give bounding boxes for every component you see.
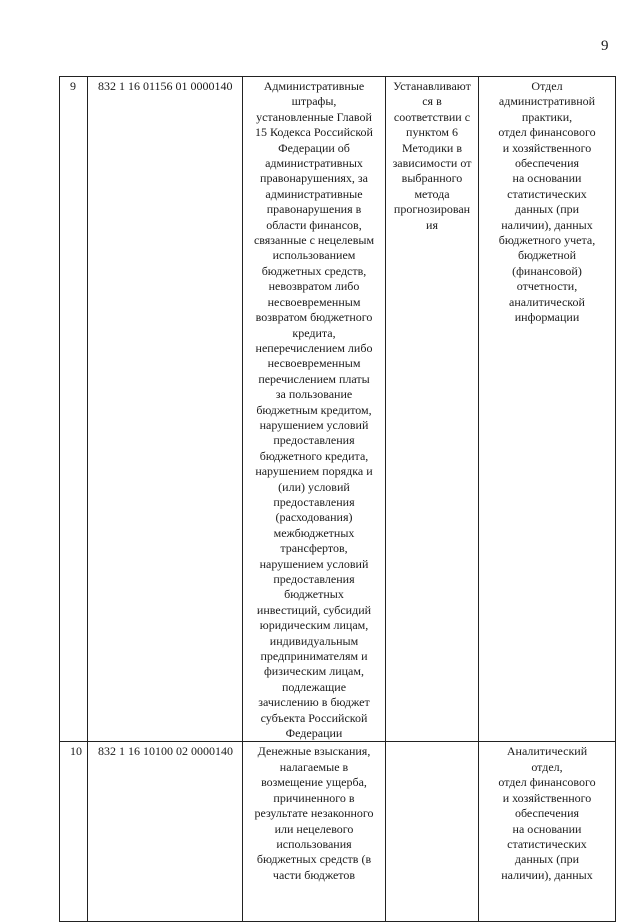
cell-text-line: отчетности, <box>516 279 578 294</box>
cell-text-line: бюджетных <box>284 587 344 602</box>
cell-text-line: отдел финансового <box>498 125 596 140</box>
cell-text-line: или нецелевого <box>274 821 354 836</box>
cell-text-line: зависимости от <box>392 156 472 171</box>
cell-text-line: зачислению в бюджет <box>258 695 370 710</box>
cell-text-line: Административные <box>263 79 365 93</box>
cell-text-line: соответствии с <box>393 109 471 124</box>
cell-text-line: Федерации <box>285 726 343 741</box>
cell-text-line: наличии), данных <box>501 217 593 232</box>
cell-text-line: возвратом бюджетного <box>255 310 373 325</box>
cell-text-line: предоставления <box>273 572 355 586</box>
cell-text-line: Отдел <box>531 79 563 93</box>
cell-text-line: (финансовой) <box>512 263 582 278</box>
cell-text-line: перечислением платы <box>258 371 370 386</box>
cell-text-line: за пользование <box>275 387 353 402</box>
cell-text-line: области финансов, <box>266 217 362 232</box>
cell-text-line: бюджетного кредита, <box>259 448 369 463</box>
cell-text-line: обеспечения <box>514 806 580 821</box>
cell-text-line: наличии), данных <box>501 867 593 882</box>
cell-text-line: правонарушения в <box>266 202 362 217</box>
cell-text-line: информации <box>514 310 580 325</box>
cell-text-line: Денежные взыскания, <box>257 744 371 759</box>
cell-text-line: неперечислением либо <box>255 340 373 355</box>
cell-text-line: кредита, <box>292 325 336 340</box>
cell-text-line: бюджетной <box>517 248 577 263</box>
row-number-cell: 9 <box>60 77 88 742</box>
cell-text-line: выбранного <box>401 171 463 186</box>
cell-text-line: невозвратом либо <box>268 279 360 294</box>
responsible-unit-cell <box>479 77 616 742</box>
cell-text-line: на основании <box>512 171 582 186</box>
cell-text-line: ия <box>426 217 438 232</box>
cell-text-line: Устанавливают <box>393 79 471 93</box>
budget-code-cell: 832 1 16 01156 01 0000140 <box>88 77 243 742</box>
cell-text-line: Аналитический <box>506 744 588 759</box>
cell-text-line: отдел, <box>531 759 563 774</box>
row-number-cell: 10 <box>60 742 88 922</box>
cell-text-line: (или) условий <box>278 479 350 494</box>
cell-text-line: обеспечения <box>514 156 580 171</box>
cell-text-line: части бюджетов <box>272 867 356 882</box>
cell-text-line: Федерации об <box>278 140 350 155</box>
cell-text-line: прогнозирован <box>393 202 471 217</box>
cell-text-line: правонарушениях, за <box>260 171 368 186</box>
calculation-method-cell <box>386 77 479 742</box>
cell-text-line: нарушением условий <box>259 556 369 571</box>
cell-text-line: бюджетных средств (в <box>256 852 372 867</box>
cell-text-line: налагаемые в <box>279 759 349 774</box>
cell-text-line: (расходования) <box>275 510 353 525</box>
cell-text-line: предоставления <box>273 433 355 448</box>
cell-text-line: использованием <box>272 248 356 263</box>
cell-text-line: административных <box>265 156 363 171</box>
cell-text-line: данных (при <box>514 852 580 867</box>
cell-text-line: отдел финансового <box>498 775 596 790</box>
income-name-cell <box>243 742 386 922</box>
cell-text-line: административные <box>265 186 363 201</box>
cell-text-line: трансфертов, <box>280 541 348 556</box>
cell-text-line: предоставления <box>273 494 355 509</box>
cell-text-line: ся в <box>422 94 442 109</box>
cell-text-line: связанные с нецелевым <box>253 233 375 248</box>
cell-text-line: физическим лицам, <box>264 664 364 679</box>
cell-text-line: возмещение ущерба, <box>261 775 367 790</box>
cell-text-line: несвоевременным <box>267 294 361 309</box>
cell-text-line: и хозяйственного <box>502 790 592 805</box>
cell-text-line: нарушением порядка и <box>255 464 373 479</box>
calculation-method-cell <box>386 742 479 922</box>
cell-text-line: бюджетных средств, <box>261 263 367 278</box>
cell-text-line: и хозяйственного <box>502 140 592 155</box>
income-forecast-table <box>59 76 616 922</box>
cell-text-line: межбюджетных <box>273 525 355 540</box>
table-row <box>60 77 616 742</box>
cell-text-line: несвоевременным <box>267 356 361 371</box>
cell-text-line: использования <box>276 836 352 851</box>
cell-text-line: установленные Главой <box>256 109 372 124</box>
cell-text-line: статистических <box>507 836 587 851</box>
responsible-unit-cell <box>479 742 616 922</box>
cell-text-line: аналитической <box>509 294 585 309</box>
cell-text-line: подлежащие <box>281 679 347 694</box>
income-name-cell <box>243 77 386 742</box>
budget-code-cell: 832 1 16 10100 02 0000140 <box>88 742 243 922</box>
cell-text-line: инвестиций, субсидий <box>256 602 372 617</box>
table-row <box>60 742 616 922</box>
cell-text-line: индивидуальным <box>269 633 359 648</box>
cell-text-line: данных (при <box>514 202 580 217</box>
cell-text-line: штрафы, <box>291 94 337 109</box>
page-number: 9 <box>601 38 609 54</box>
cell-text-line: статистических <box>507 186 587 201</box>
cell-text-line: метода <box>414 186 450 201</box>
cell-text-line: результате незаконного <box>254 806 374 821</box>
cell-text-line: 15 Кодекса Российской <box>255 125 373 140</box>
cell-text-line: практики, <box>521 109 573 124</box>
cell-text-line: на основании <box>512 821 582 836</box>
cell-text-line: предпринимателям и <box>260 649 368 664</box>
cell-text-line: нарушением условий <box>259 417 369 432</box>
cell-text-line: административной <box>498 94 596 109</box>
cell-text-line: бюджетного учета, <box>498 233 596 248</box>
cell-text-line: субъекта Российской <box>260 710 368 725</box>
cell-text-line: Методики в <box>401 140 463 155</box>
cell-text-line: бюджетным кредитом, <box>256 402 372 417</box>
cell-text-line: юридическим лицам, <box>259 618 369 633</box>
cell-text-line: причиненного в <box>273 790 355 805</box>
cell-text-line: пунктом 6 <box>406 125 458 140</box>
